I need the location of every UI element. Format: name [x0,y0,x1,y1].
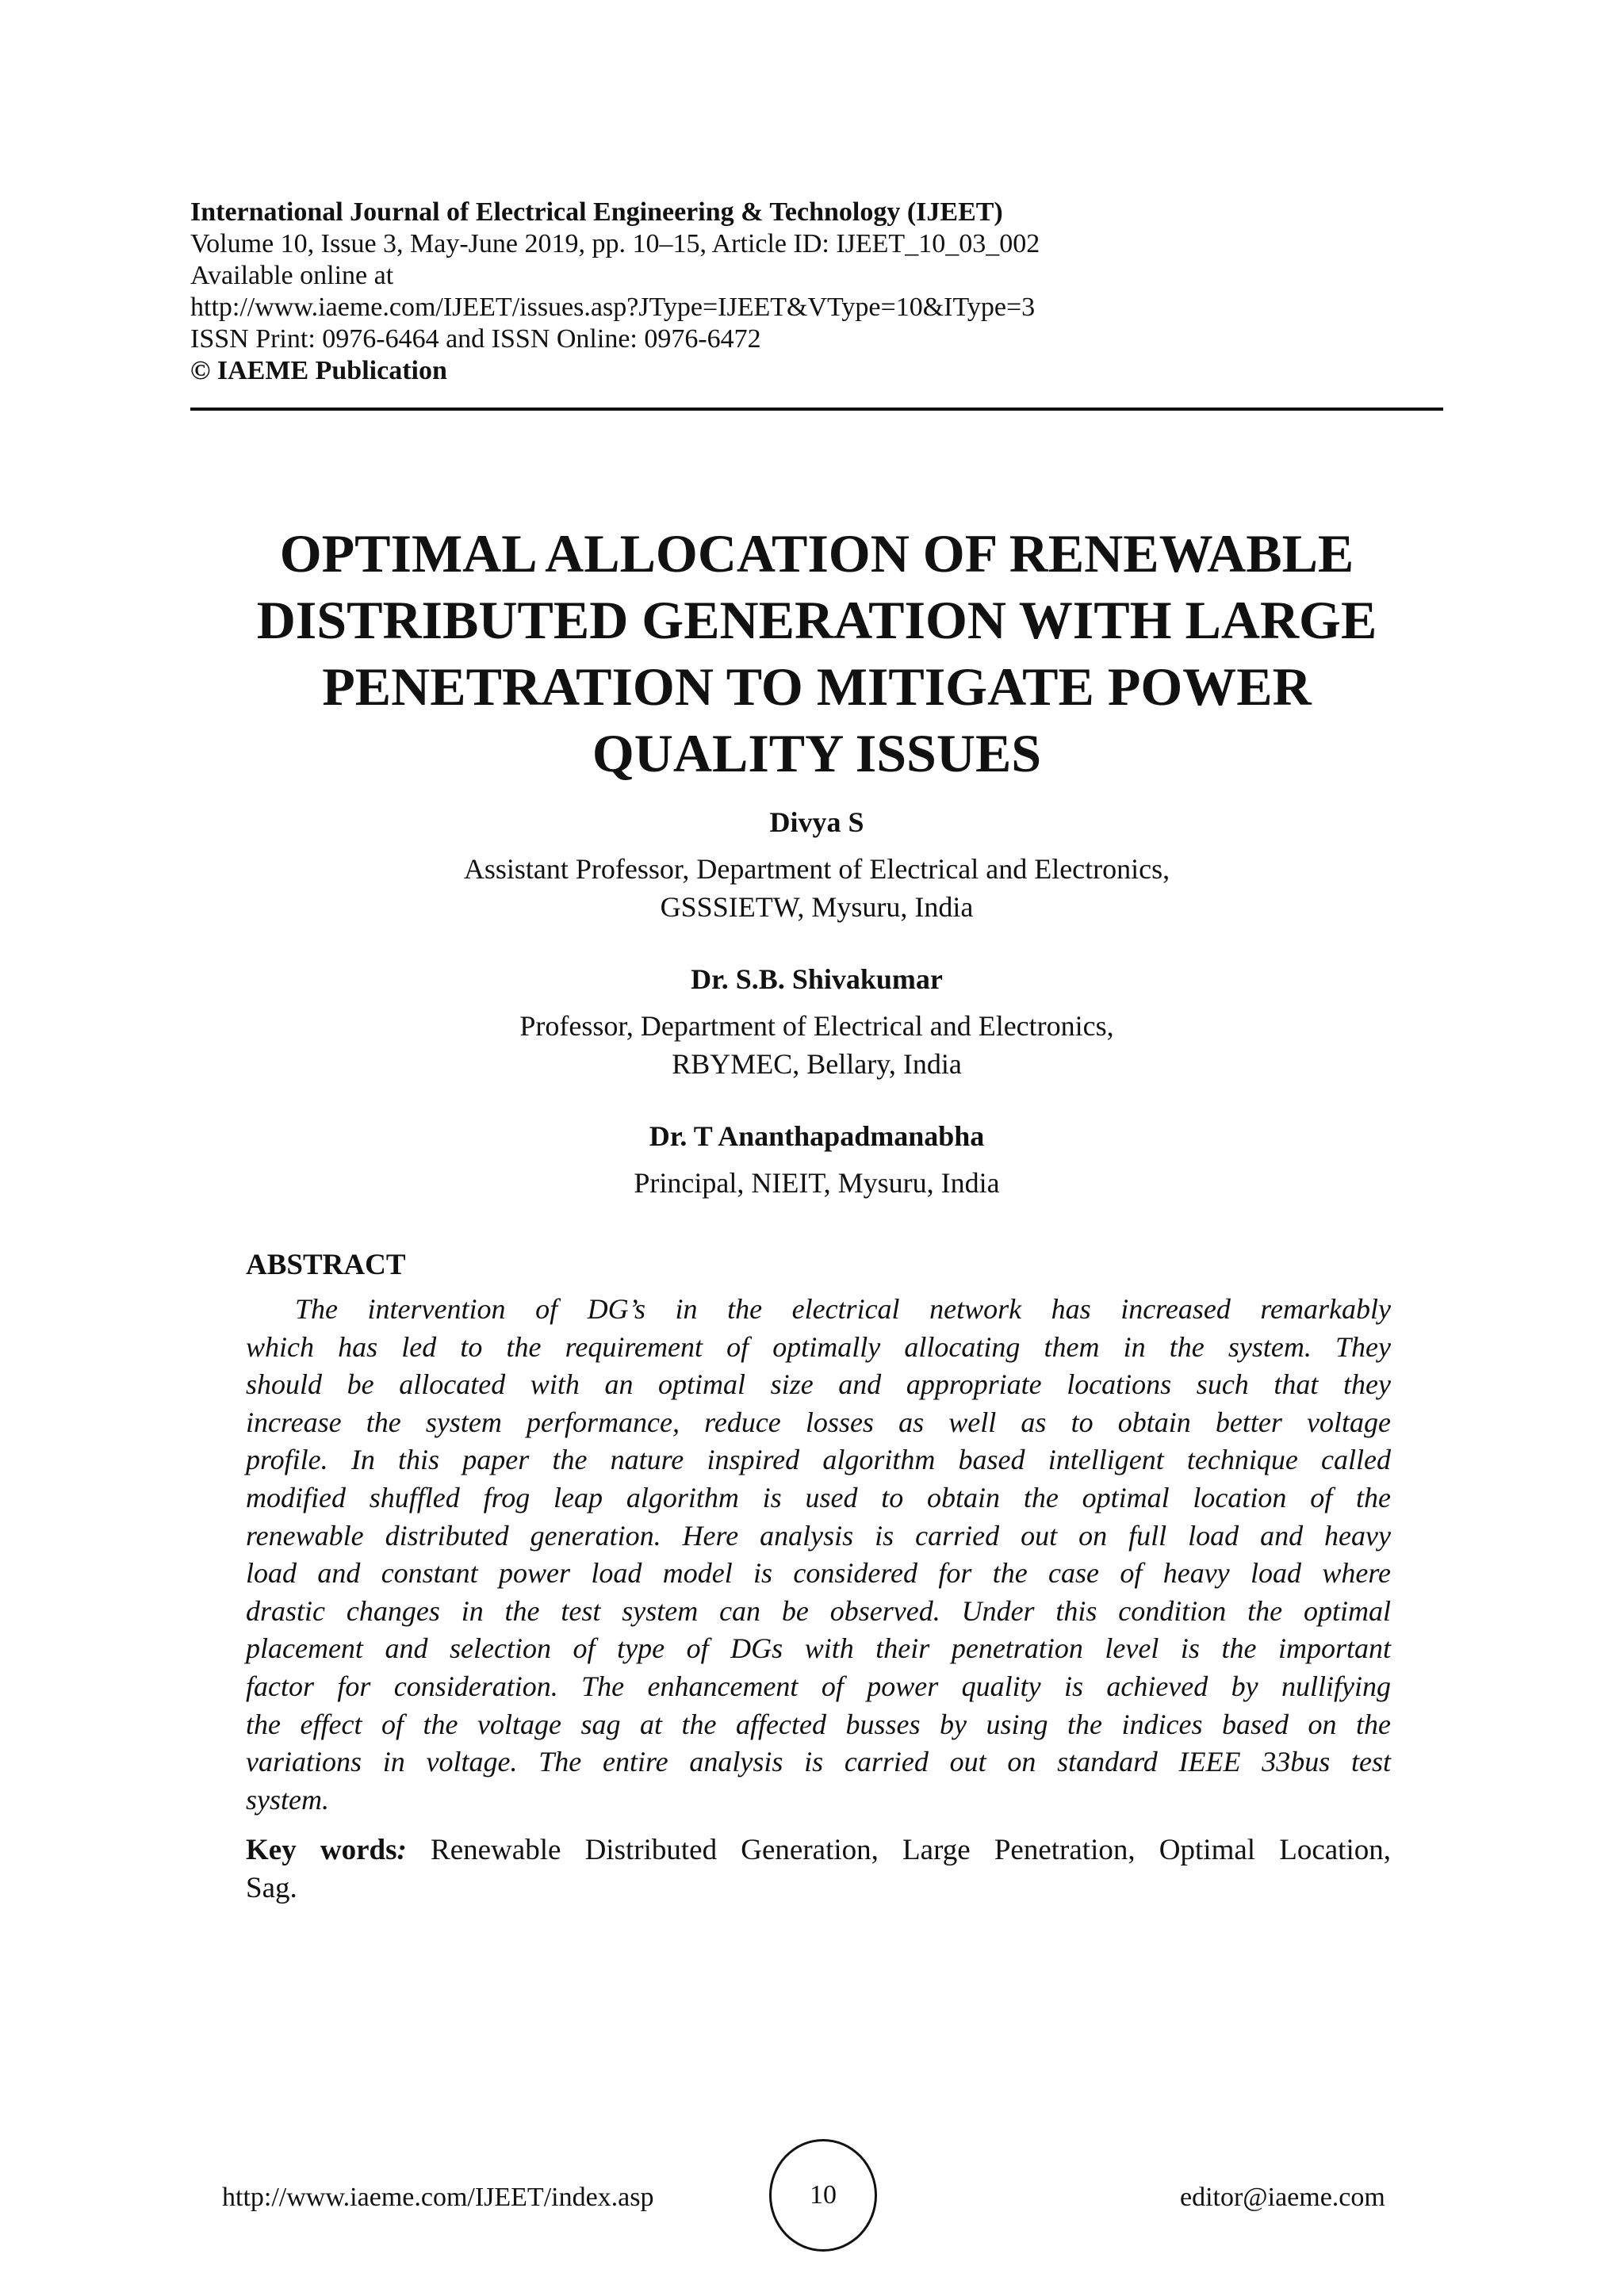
journal-issue-url[interactable]: http://www.iaeme.com/IJEET/issues.asp?JType=IJEET&VType=10&IType=3 [190,293,1036,322]
author-name: Dr. S.B. Shivakumar [691,963,943,995]
journal-header [190,197,1443,387]
abstract-line: drastic changes in the test system can be observed. Under this condition the optimal [246,1594,1391,1627]
header-divider [190,408,1443,411]
author-name: Dr. T Ananthapadmanabha [649,1120,985,1152]
publisher: © IAEME Publication [190,356,447,385]
author-name: Divya S [769,806,864,838]
volume-info: Volume 10, Issue 3, May-June 2019, pp. 10–15, Article ID: IJEET_10_03_002 [190,229,1040,258]
author-2 [190,961,1443,1083]
keywords-text: Renewable Distributed Generation, Large Penetration, Optimal Location, [431,1834,1391,1866]
abstract-line: which has led to the requirement of optimally allocating them in the system. They [246,1330,1391,1363]
abstract-heading: ABSTRACT [246,1249,406,1281]
author-affiliation: Professor, Department of Electrical and Electronics, [519,1010,1114,1042]
abstract-line: renewable distributed generation. Here analysis is carried out on full load and heavy [246,1519,1391,1552]
abstract-line: should be allocated with an optimal size and appropriate locations such that they [246,1368,1391,1401]
paper-title [190,520,1443,786]
footer-email[interactable]: editor@iaeme.com [1180,2183,1385,2212]
abstract-line: profile. In this paper the nature inspired algorithm based intelligent technique called [246,1444,1391,1476]
abstract-line: system. [246,1783,329,1816]
keywords-section [246,1831,1391,1908]
abstract-line: increase the system performance, reduce losses as well as to obtain better voltage [246,1406,1391,1438]
keywords-label: Key words [246,1834,397,1866]
author-1 [190,804,1443,926]
abstract-line: The intervention of DG’s in the electrical network has increased remarkably [295,1293,1391,1325]
footer-url[interactable]: http://www.iaeme.com/IJEET/index.asp [222,2183,654,2212]
author-affiliation: RBYMEC, Bellary, India [672,1048,962,1080]
author-affiliation: GSSSIETW, Mysuru, India [660,891,974,923]
abstract-line: variations in voltage. The entire analysis is carried out on standard IEEE 33bus test [246,1746,1391,1778]
title-line: OPTIMAL ALLOCATION OF RENEWABLE [279,523,1354,584]
page-number-circle [769,2139,877,2252]
title-line: QUALITY ISSUES [592,723,1042,783]
keywords-line: Sag. [246,1872,297,1904]
title-line: DISTRIBUTED GENERATION WITH LARGE [256,590,1377,650]
issn-info: ISSN Print: 0976-6464 and ISSN Online: 0976-6472 [190,324,761,354]
abstract-section [246,1246,1391,1819]
abstract-line: modified shuffled frog leap algorithm is used to obtain the optimal location of the [246,1481,1391,1513]
author-3 [190,1118,1443,1202]
author-affiliation: Assistant Professor, Department of Electrical and Electronics, [463,853,1170,885]
abstract-line: placement and selection of type of DGs with their penetration level is the important [246,1632,1391,1665]
journal-name: International Journal of Electrical Engineering & Technology (IJEET) [190,197,1003,227]
keywords-colon: : [396,1834,407,1866]
abstract-line: factor for consideration. The enhancement of power quality is achieved by nullifying [246,1670,1391,1702]
abstract-line: the effect of the voltage sag at the affected busses by using the indices based on the [246,1708,1391,1740]
abstract-line: load and constant power load model is considered for the case of heavy load where [246,1557,1391,1590]
title-line: PENETRATION TO MITIGATE POWER [322,656,1312,717]
available-online-label: Available online at [190,261,394,290]
page-number: 10 [810,2180,837,2210]
author-affiliation: Principal, NIEIT, Mysuru, India [634,1167,1000,1199]
keywords-line [246,1831,1391,1869]
